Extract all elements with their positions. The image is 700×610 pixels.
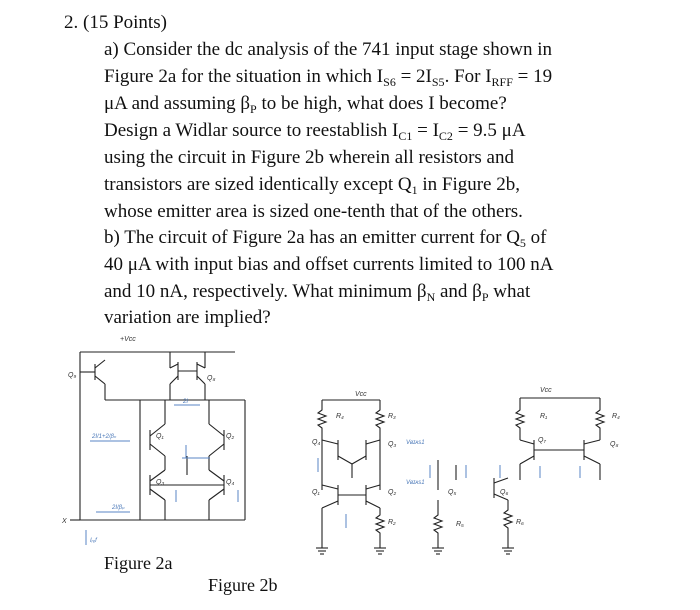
fig2b-q8-label: Q₈ (610, 441, 619, 448)
fig2a-x-node: X (62, 518, 67, 525)
vcc-label-2a: +Vᴄᴄ (120, 336, 136, 343)
fig2a-current-label-2: 2I/βₚ (112, 505, 125, 511)
question-line-5: using the circuit in Figure 2b wherein all resistors and (104, 147, 514, 168)
fig2a-q-label-left: Q₉ (68, 372, 77, 379)
fig2a-q2-label: Q₂ (226, 433, 235, 440)
problem-index: 2. (64, 12, 79, 33)
fig2b-q6-label: Q₆ (500, 489, 509, 496)
fig2a-current-label-1: 2I/1+2/βₙ (92, 434, 117, 440)
question-line-9: 40 μA with input bias and offset currents limited to 100 nA (104, 254, 554, 275)
fig2b-q7-label: Q₇ (538, 437, 546, 444)
fig2b-q2-label: Q₂ (388, 489, 397, 496)
vcc-label-b1: Vᴄᴄ (355, 391, 367, 398)
fig2b-r2-label: R₂ (388, 519, 396, 526)
fig2b-r6-label: R₆ (516, 519, 524, 526)
fig2b-r8-label: R₄ (612, 413, 620, 420)
fig2b-r7-label: R₁ (540, 413, 548, 420)
question-line-2: Figure 2a for the situation in which $I_{S6} = 2I_{S5}$. For $I_{RFF} = 19$ (104, 66, 553, 89)
fig2b-q1-label: Q₁ (312, 489, 320, 496)
figure-2a-circuit (61, 336, 245, 545)
fig2a-q1-label: Q₁ (156, 433, 164, 440)
fig2b-q5-label: Q₅ (448, 489, 457, 496)
fig2b-vbias-label-2: Vʙɪᴀs1 (406, 480, 425, 486)
fig2b-r3-label: R₃ (388, 413, 396, 420)
fig2b-q3-label: Q₃ (388, 441, 397, 448)
fig2a-q-label-top: Q₈ (207, 375, 216, 382)
fig2b-q4-label: Q₄ (312, 439, 321, 446)
fig2b-vbias-label-1: Vʙɪᴀs1 (406, 440, 425, 446)
fig2a-current-label-3: 2I (183, 399, 189, 405)
fig2b-r4-label: R₄ (336, 413, 344, 420)
question-line-6: transistors are sized identically except $Q_1$ in Figure 2b, (104, 174, 520, 197)
figure-2a-caption: Figure 2a (104, 553, 173, 573)
question-line-7: whose emitter area is sized one-tenth that of the others. (104, 201, 523, 222)
fig2a-current-label-4: Iᵣₑf (90, 538, 97, 544)
problem-points: (15 Points) (83, 12, 167, 33)
question-line-8: b) The circuit of Figure 2a has an emitter current for $Q_5$ of (104, 227, 547, 250)
fig2a-q4-label: Q₄ (226, 479, 235, 486)
question-line-1: a) Consider the dc analysis of the 741 input stage shown in (104, 39, 553, 60)
figure-2b-caption: Figure 2b (208, 575, 278, 595)
fig2a-q3-label: Q₃ (156, 479, 165, 486)
vcc-label-b2: Vᴄᴄ (540, 387, 552, 394)
question-line-10: and 10 nA, respectively. What minimum $\beta_N$ and $\beta_P$ what (104, 281, 531, 304)
question-line-11: variation are implied? (104, 307, 271, 328)
question-line-4: Design a Widlar source to reestablish $I_{C1} = I_{C2} = 9.5$ μA (104, 120, 526, 143)
fig2b-r5-label: R₅ (456, 521, 464, 528)
question-line-3: μA and assuming $\beta_P$ to be high, what does I become? (104, 93, 507, 116)
figure-2b-circuit (312, 387, 620, 554)
